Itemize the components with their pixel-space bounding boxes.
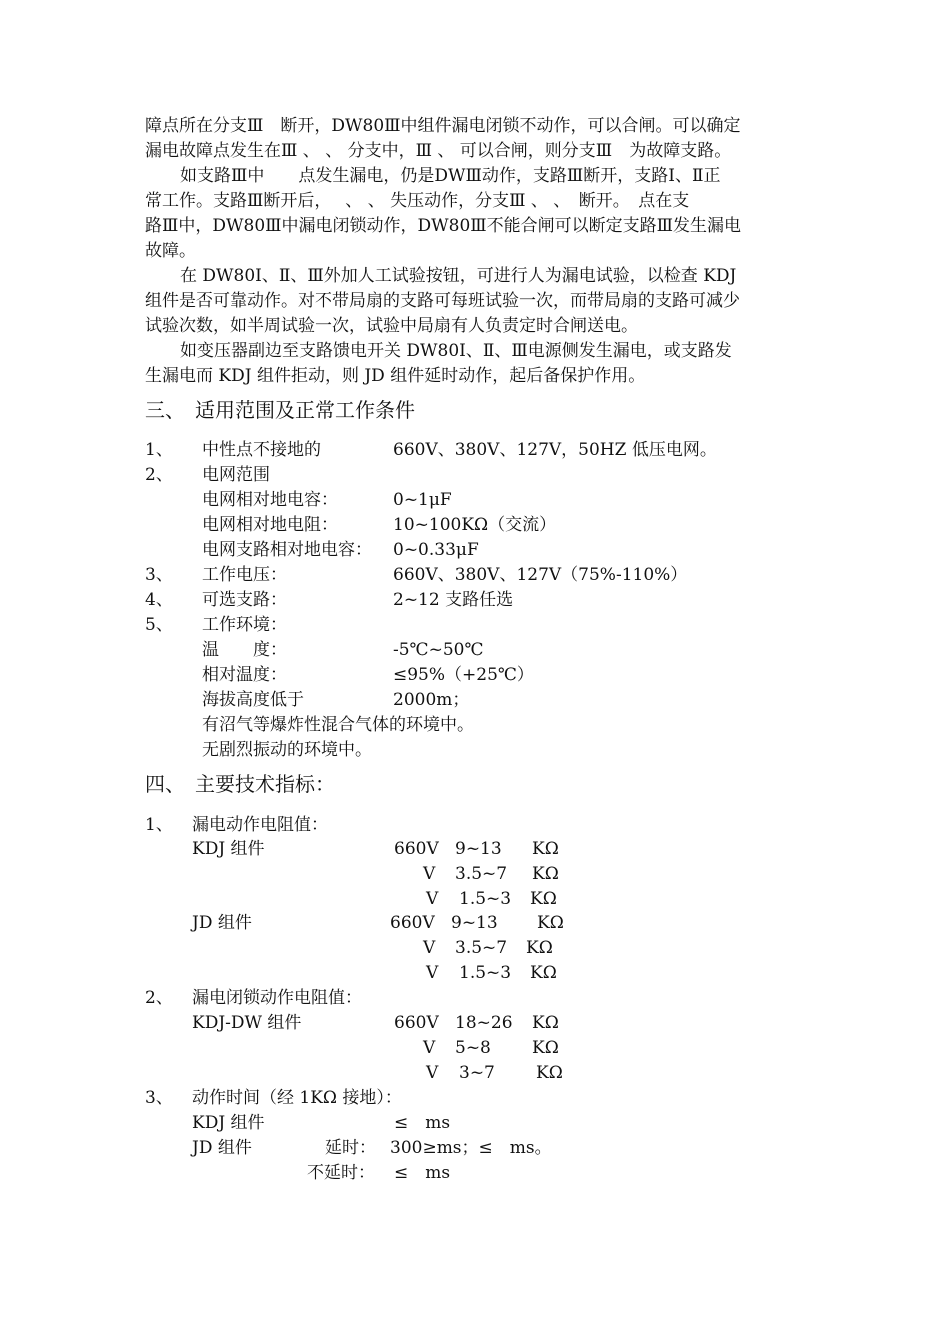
item-number: 2、 [145, 988, 173, 1008]
voltage-value: V [426, 889, 439, 909]
text-line: 如支路Ⅲ中 点发生漏电，仍是DWⅢ动作，支路Ⅲ断开，支路Ⅰ、Ⅱ正 [180, 166, 721, 186]
item-label: 温 度： [202, 640, 287, 660]
text-line: 路Ⅲ中，DW80Ⅲ中漏电闭锁动作，DW80Ⅲ不能合闸可以断定支路Ⅲ发生漏电 [145, 216, 742, 236]
range-value: 18~26 [455, 1013, 513, 1033]
voltage-value: 660V [394, 839, 439, 859]
item-label: 漏电闭锁动作电阻值： [192, 988, 362, 1008]
voltage-value: 660V [394, 1013, 439, 1033]
voltage-value: V [426, 1063, 439, 1083]
unit-value: KΩ [532, 864, 559, 884]
item-label: 相对温度： [202, 665, 287, 685]
item-value: 10~100KΩ（交流） [393, 515, 557, 535]
item-value: 2~12 支路任选 [393, 590, 514, 610]
voltage-value: V [423, 938, 436, 958]
item-number: 3、 [145, 1088, 173, 1108]
item-label: KDJ 组件 [192, 839, 265, 859]
unit-value: KΩ [532, 1013, 559, 1033]
range-value: 3.5~7 [455, 864, 508, 884]
item-value: 0~0.33μF [393, 540, 479, 560]
item-label: 可选支路： [202, 590, 287, 610]
unit-value: KΩ [537, 913, 564, 933]
unit-value: KΩ [536, 1063, 563, 1083]
range-value: 3~7 [459, 1063, 495, 1083]
item-number: 5、 [145, 615, 173, 635]
voltage-value: 660V [390, 913, 435, 933]
item-label: KDJ 组件 [192, 1113, 265, 1133]
item-label: 电网支路相对地电容： [202, 540, 372, 560]
item-label: 电网范围 [202, 465, 270, 485]
item-label: 工作电压： [202, 565, 287, 585]
item-value: 660V、380V、127V（75%-110%） [393, 565, 688, 585]
item-label: 中性点不接地的 [202, 440, 321, 460]
time-label: 不延时： [307, 1163, 375, 1183]
text-line: 生漏电而 KDJ 组件拒动，则 JD 组件延时动作，起后备保护作用。 [145, 366, 646, 386]
time-label: 延时： [325, 1138, 376, 1158]
item-number: 1、 [145, 440, 173, 460]
unit-value: KΩ [530, 889, 557, 909]
text-line: 组件是否可靠动作。对不带局扇的支路可每班试验一次，而带局扇的支路可减少 [145, 291, 740, 311]
item-number: 1、 [145, 815, 173, 835]
item-number: 3、 [145, 565, 173, 585]
text-line: 障点所在分支Ⅲ 断开，DW80Ⅲ中组件漏电闭锁不动作，可以合闸。可以确定 [145, 116, 741, 136]
item-label: 有沼气等爆炸性混合气体的环境中。 [202, 715, 474, 735]
unit-value: KΩ [532, 839, 559, 859]
unit-value: KΩ [526, 938, 553, 958]
voltage-value: V [423, 1038, 436, 1058]
voltage-value: V [423, 864, 436, 884]
range-value: 3.5~7 [455, 938, 508, 958]
item-label: 漏电动作电阻值： [192, 815, 328, 835]
text-line: 常工作。支路Ⅲ断开后， 、 、 失压动作，分支Ⅲ 、 、 断开。 点在支 [145, 191, 690, 211]
item-value: ≤95%（+25℃） [393, 665, 534, 685]
item-label: 无剧烈振动的环境中。 [202, 740, 372, 760]
item-label: KDJ-DW 组件 [192, 1013, 302, 1033]
range-value: 1.5~3 [459, 963, 512, 983]
text-line: 漏电故障点发生在Ⅲ 、 、 分支中，Ⅲ 、 可以合闸，则分支Ⅲ 为故障支路。 [145, 141, 732, 161]
item-label: JD 组件 [192, 913, 252, 933]
range-value: 9~13 [455, 839, 502, 859]
item-value: 0~1μF [393, 490, 452, 510]
text-line: 故障。 [145, 241, 196, 261]
voltage-value: V [426, 963, 439, 983]
item-label: 动作时间（经 1KΩ 接地）： [192, 1088, 402, 1108]
text-line: 在 DW80Ⅰ、Ⅱ、Ⅲ外加人工试验按钮，可进行人为漏电试验，以检查 KDJ [180, 266, 737, 286]
item-label: 电网相对地电阻： [202, 515, 338, 535]
item-label: 电网相对地电容： [202, 490, 338, 510]
item-value: 2000m； [393, 690, 470, 710]
time-value: ≤ ms [394, 1113, 451, 1133]
item-label: 工作环境： [202, 615, 287, 635]
text-line: 如变压器副边至支路馈电开关 DW80Ⅰ、Ⅱ、Ⅲ电源侧发生漏电，或支路发 [180, 341, 732, 361]
item-number: 2、 [145, 465, 173, 485]
item-number: 4、 [145, 590, 173, 610]
section-heading: 三、 适用范围及正常工作条件 [145, 398, 415, 422]
time-value: ≤ ms [394, 1163, 451, 1183]
range-value: 9~13 [451, 913, 498, 933]
range-value: 5~8 [455, 1038, 491, 1058]
range-value: 1.5~3 [459, 889, 512, 909]
time-value: 300≥ms；≤ ms。 [390, 1138, 552, 1158]
item-label: 海拔高度低于 [202, 690, 304, 710]
unit-value: KΩ [532, 1038, 559, 1058]
section-heading: 四、 主要技术指标： [145, 772, 335, 796]
item-label: JD 组件 [192, 1138, 252, 1158]
unit-value: KΩ [530, 963, 557, 983]
item-value: -5℃~50℃ [393, 640, 484, 660]
text-line: 试验次数，如半周试验一次，试验中局扇有人负责定时合闸送电。 [145, 316, 638, 336]
item-value: 660V、380V、127V，50HZ 低压电网。 [393, 440, 717, 460]
